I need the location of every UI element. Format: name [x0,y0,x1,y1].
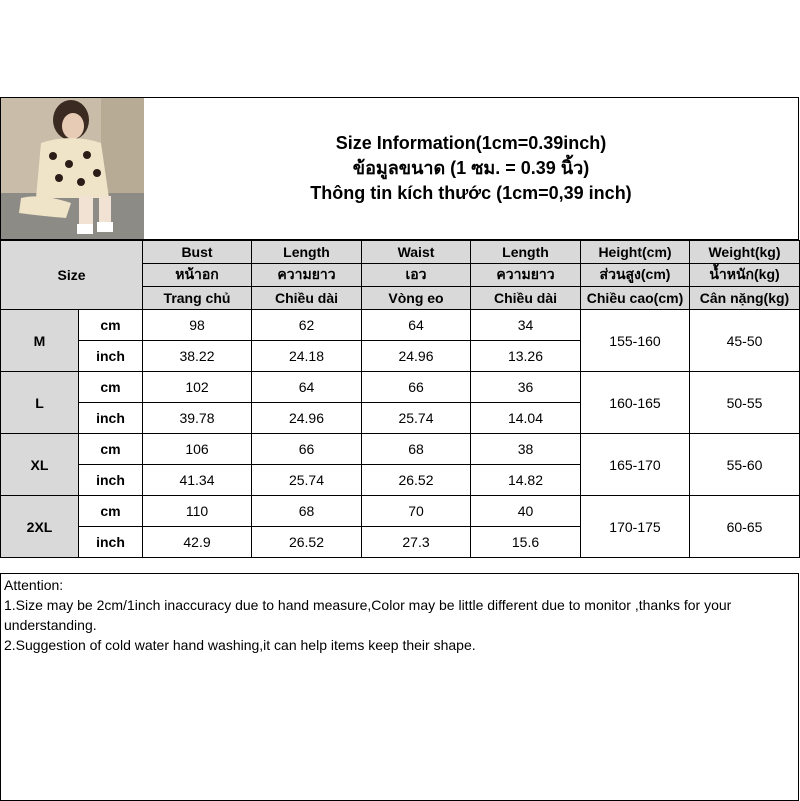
value-cell: 66 [252,434,362,465]
height-cell: 155-160 [581,310,690,372]
col-waist-en: Waist [362,241,471,264]
unit-cell: cm [79,496,143,527]
col-length2-th: ความยาว [471,264,581,287]
value-cell: 41.34 [143,465,252,496]
chart-header [0,97,799,240]
col-height-vi: Chiều cao(cm) [581,287,690,310]
col-weight-en: Weight(kg) [690,241,800,264]
value-cell: 15.6 [471,527,581,558]
value-cell: 70 [362,496,471,527]
unit-cell: inch [79,465,143,496]
weight-cell: 55-60 [690,434,800,496]
table-row [1,434,800,465]
col-height-en: Height(cm) [581,241,690,264]
col-weight-th: น้ำหนัก(kg) [690,264,800,287]
height-cell: 160-165 [581,372,690,434]
value-cell: 68 [252,496,362,527]
value-cell: 24.18 [252,341,362,372]
value-cell: 36 [471,372,581,403]
size-column-header: Size [1,241,143,310]
weight-cell: 50-55 [690,372,800,434]
col-length-vi: Chiều dài [252,287,362,310]
value-cell: 27.3 [362,527,471,558]
header-line-vietnamese: Thông tin kích thước (1cm=0,39 inch) [310,183,632,203]
value-cell: 14.82 [471,465,581,496]
col-length2-vi: Chiều dài [471,287,581,310]
col-bust-en: Bust [143,241,252,264]
size-cell: 2XL [1,496,79,558]
value-cell: 64 [252,372,362,403]
height-cell: 170-175 [581,496,690,558]
value-cell: 25.74 [362,403,471,434]
value-cell: 24.96 [362,341,471,372]
col-bust-vi: Trang chủ [143,287,252,310]
size-cell: XL [1,434,79,496]
unit-cell: cm [79,372,143,403]
product-photo [1,98,145,239]
value-cell: 24.96 [252,403,362,434]
col-length-th: ความยาว [252,264,362,287]
header-line-thai: ข้อมูลขนาด (1 ซม. = 0.39 นิ้ว) [352,158,590,178]
value-cell: 13.26 [471,341,581,372]
col-waist-vi: Vòng eo [362,287,471,310]
unit-cell: inch [79,403,143,434]
weight-cell: 60-65 [690,496,800,558]
col-length-en: Length [252,241,362,264]
unit-cell: inch [79,527,143,558]
unit-cell: cm [79,434,143,465]
unit-cell: cm [79,310,143,341]
value-cell: 25.74 [252,465,362,496]
size-cell: M [1,310,79,372]
value-cell: 14.04 [471,403,581,434]
value-cell: 38 [471,434,581,465]
attention-notes [0,573,799,801]
table-row [1,496,800,527]
value-cell: 106 [143,434,252,465]
table-row [1,310,800,341]
attention-note-1: 1.Size may be 2cm/1inch inaccuracy due to hand measure,Color may be little different due to monitor ,thanks for your understanding. [4,597,732,633]
header-line-english: Size Information(1cm=0.39inch) [335,133,607,153]
value-cell: 40 [471,496,581,527]
value-cell: 26.52 [252,527,362,558]
col-bust-th: หน้าอก [143,264,252,287]
size-cell: L [1,372,79,434]
value-cell: 110 [143,496,252,527]
col-weight-vi: Cân nặng(kg) [690,287,800,310]
col-height-th: ส่วนสูง(cm) [581,264,690,287]
header-text [144,98,798,239]
unit-cell: inch [79,341,143,372]
height-cell: 165-170 [581,434,690,496]
col-waist-th: เอว [362,264,471,287]
value-cell: 102 [143,372,252,403]
product-photo-illustration [1,98,144,239]
value-cell: 98 [143,310,252,341]
size-table [0,240,800,558]
value-cell: 34 [471,310,581,341]
value-cell: 42.9 [143,527,252,558]
attention-note-2: 2.Suggestion of cold water hand washing,it can help items keep their shape. [4,637,476,653]
value-cell: 66 [362,372,471,403]
value-cell: 64 [362,310,471,341]
weight-cell: 45-50 [690,310,800,372]
col-length2-en: Length [471,241,581,264]
header-row-english [1,241,800,264]
attention-title: Attention: [4,577,64,593]
value-cell: 68 [362,434,471,465]
value-cell: 26.52 [362,465,471,496]
table-row [1,372,800,403]
value-cell: 39.78 [143,403,252,434]
value-cell: 62 [252,310,362,341]
value-cell: 38.22 [143,341,252,372]
